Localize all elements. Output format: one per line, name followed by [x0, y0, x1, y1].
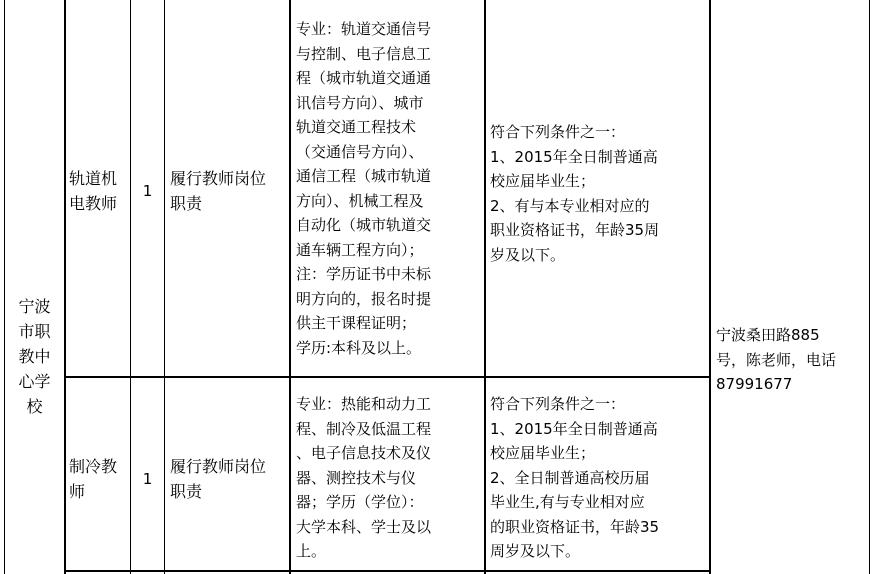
school-name-cell: 宁波 市职 教中 心学 校 [18, 297, 51, 416]
major-requirements-cell: 专业：热能和动力工 程、制冷及低温工程 、电子信息技术及仪 器、测控技术与仪 器；学历（学位）： 大学本科、学士及以 上。 [296, 395, 432, 560]
column-divider [289, 0, 291, 574]
eligibility-conditions-cell: 符合下列条件之一： 1、2015年全日制普通高 校应届毕业生； 2、有与本专业相对应的 职业资格证书，年龄35周 岁及以下。 [490, 123, 660, 264]
duties-cell: 履行教师岗位 职责 [170, 457, 267, 501]
column-divider [164, 0, 165, 574]
duties-cell: 履行教师岗位 职责 [170, 169, 267, 213]
position-count-cell: 1 [142, 470, 153, 488]
row-divider [64, 376, 711, 378]
row-divider [64, 570, 711, 572]
major-requirements-cell: 专业：轨道交通信号 与控制、电子信息工 程（城市轨道交通通 讯信号方向）、城市 轨道交通工程技术 （交通信号方向）、 通信工程（城市轨道 方向）、机械工程及 自动化（城市轨道交 通车辆工程方向）； 注：学历证书中未标 明方向的，报名时提 供主干课程证明； 学历:本科及以上。 [296, 20, 432, 357]
eligibility-conditions-cell: 符合下列条件之一： 1、2015年全日制普通高 校应届毕业生； 2、全日制普通高校历届 毕业生,有与专业相对应 的职业资格证书，年龄35 周岁及以下。 [490, 395, 660, 560]
column-divider [64, 0, 66, 574]
column-divider [709, 0, 711, 574]
table-border-right [869, 0, 870, 574]
table-border-left [4, 0, 5, 574]
column-divider [484, 0, 486, 574]
position-count-cell: 1 [142, 182, 153, 200]
contact-info-cell: 宁波桑田路885 号，陈老师，电话 87991677 [716, 326, 837, 393]
position-name-cell: 制冷教 师 [69, 457, 118, 501]
position-name-cell: 轨道机 电教师 [69, 169, 118, 213]
